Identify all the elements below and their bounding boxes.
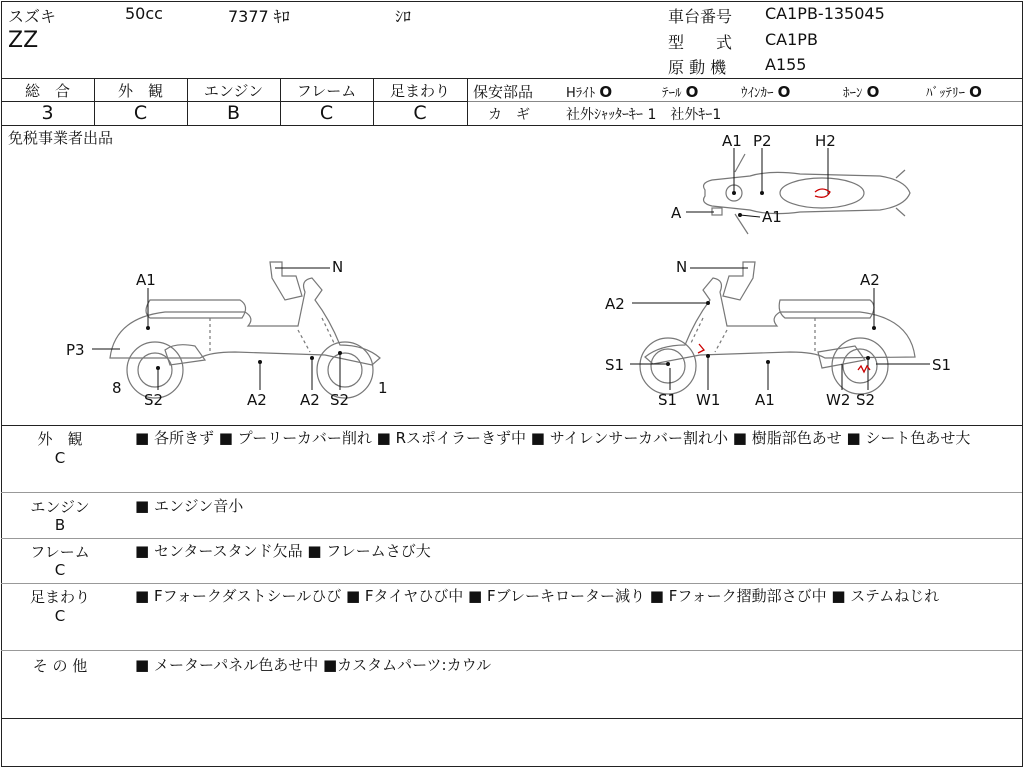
grade-suspension-value: C: [413, 102, 427, 124]
grade-engine-label: エンジン: [203, 82, 264, 100]
divider: [1, 78, 1022, 79]
diagram-label: W1: [696, 391, 721, 409]
divider: [467, 78, 468, 125]
grade-overall-label: 総 合: [24, 82, 70, 100]
safety-ok-mark: O: [969, 83, 982, 101]
diagram-label: S1: [932, 356, 952, 374]
diagram-label: A1: [136, 271, 156, 289]
grade-suspension-label: 足まわり: [389, 82, 450, 100]
engine-value: A155: [765, 55, 807, 74]
diagram-label: S1: [605, 356, 625, 374]
section-suspension-text: ■ Fフォークダストシールひび ■ Fタイヤひび中 ■ Fブレーキローター減り ■ Fフォーク摺動部さび中 ■ ステムねじれ: [135, 587, 940, 605]
grade-frame-value: C: [319, 102, 334, 124]
key-value: 社外ｼｬｯﾀｰｷｰ 1 社外ｷｰ1: [566, 107, 722, 123]
section-engine-grade: B: [54, 516, 66, 534]
safety-ok-mark: O: [777, 83, 791, 101]
frame-no-label: 車台番号: [668, 7, 733, 26]
safety-taillight: [662, 82, 698, 101]
displacement: 50cc: [125, 4, 163, 23]
grade-frame-label: フレーム: [296, 82, 357, 100]
grade-exterior-value: C: [133, 102, 148, 124]
divider: [1, 650, 1022, 651]
diagram-label: 8: [112, 379, 122, 397]
maker: スズキ: [8, 7, 57, 26]
grade-exterior-label: 外 観: [117, 82, 163, 100]
section-exterior-text: ■ 各所きず ■ プーリーカバー削れ ■ Rスポイラーきず中 ■ サイレンサーカバー割れ小 ■ 樹脂部色あせ ■ シート色あせ大: [135, 429, 971, 447]
diagram-label: A2: [300, 391, 320, 409]
mileage: 7377 ｷﾛ: [228, 7, 290, 26]
diagram-label: S1: [658, 391, 678, 409]
section-suspension-label: 足まわり: [29, 588, 90, 606]
grade-engine-value: B: [226, 102, 241, 124]
key-label: カ ギ: [488, 107, 530, 123]
section-engine-label: エンジン: [30, 498, 90, 516]
safety-horn: [843, 82, 879, 101]
diagram-label: S2: [856, 391, 876, 409]
diagram-label: S2: [330, 391, 350, 409]
tax-note: 免税事業者出品: [8, 129, 114, 147]
safety-item-name: ﾊﾞｯﾃﾘｰ: [926, 86, 965, 101]
model-name: ZZ: [8, 28, 39, 53]
safety-item-name: Hﾗｲﾄ: [566, 86, 596, 101]
damage-mark: [698, 344, 704, 353]
damage-diagram: [0, 126, 1024, 424]
section-suspension-grade: C: [54, 607, 66, 625]
safety-item-name: ﾎｰﾝ: [843, 86, 863, 101]
diagram-label: A1: [755, 391, 775, 409]
section-frame-text: ■ センタースタンド欠品 ■ フレームさび大: [135, 542, 431, 560]
divider: [467, 101, 1022, 102]
section-frame-label: フレーム: [30, 543, 90, 561]
diagram-label: S2: [144, 391, 164, 409]
diagram-label: P2: [753, 132, 772, 150]
diagram-label: A2: [605, 295, 625, 313]
diagram-label: 1: [378, 379, 388, 397]
safety-label: 保安部品: [473, 83, 534, 101]
diagram-label: A1: [762, 208, 782, 226]
diagram-label: A1: [722, 132, 742, 150]
safety-ok-mark: O: [599, 83, 613, 101]
engine-label: 原 動 機: [668, 58, 727, 77]
divider: [1, 583, 1022, 584]
safety-item-name: ｳｲﾝｶｰ: [741, 86, 774, 101]
section-engine-text: ■ エンジン音小: [135, 497, 244, 515]
divider: [1, 718, 1022, 719]
safety-winker: [741, 82, 790, 101]
section-frame-grade: C: [54, 561, 66, 579]
type-value: CA1PB: [765, 30, 818, 49]
divider: [1, 538, 1022, 539]
diagram-label: H2: [815, 132, 836, 150]
grade-overall-value: 3: [41, 102, 54, 124]
diagram-label: N: [332, 258, 344, 276]
color: ｼﾛ: [395, 7, 412, 26]
section-other-text: ■ メーターパネル色あせ中 ■カスタムパーツ:カウル: [135, 656, 492, 674]
safety-battery: [926, 82, 982, 101]
diagram-label: W2: [826, 391, 851, 409]
safety-ok-mark: O: [866, 83, 880, 101]
diagram-label: P3: [66, 341, 85, 359]
section-other-label: そ の 他: [32, 657, 88, 675]
divider: [1, 492, 1022, 493]
section-exterior-label: 外 観: [37, 430, 83, 448]
diagram-label: N: [676, 258, 688, 276]
safety-item-name: ﾃｰﾙ: [662, 86, 682, 101]
section-exterior-grade: C: [54, 449, 66, 467]
safety-headlight: [566, 82, 612, 101]
diagram-label: A2: [860, 271, 880, 289]
diagram-label: A: [671, 204, 682, 222]
type-label: 型 式: [668, 33, 733, 52]
frame-no: CA1PB-135045: [765, 4, 885, 23]
safety-ok-mark: O: [685, 83, 699, 101]
diagram-label: A2: [247, 391, 267, 409]
divider: [1, 425, 1022, 426]
